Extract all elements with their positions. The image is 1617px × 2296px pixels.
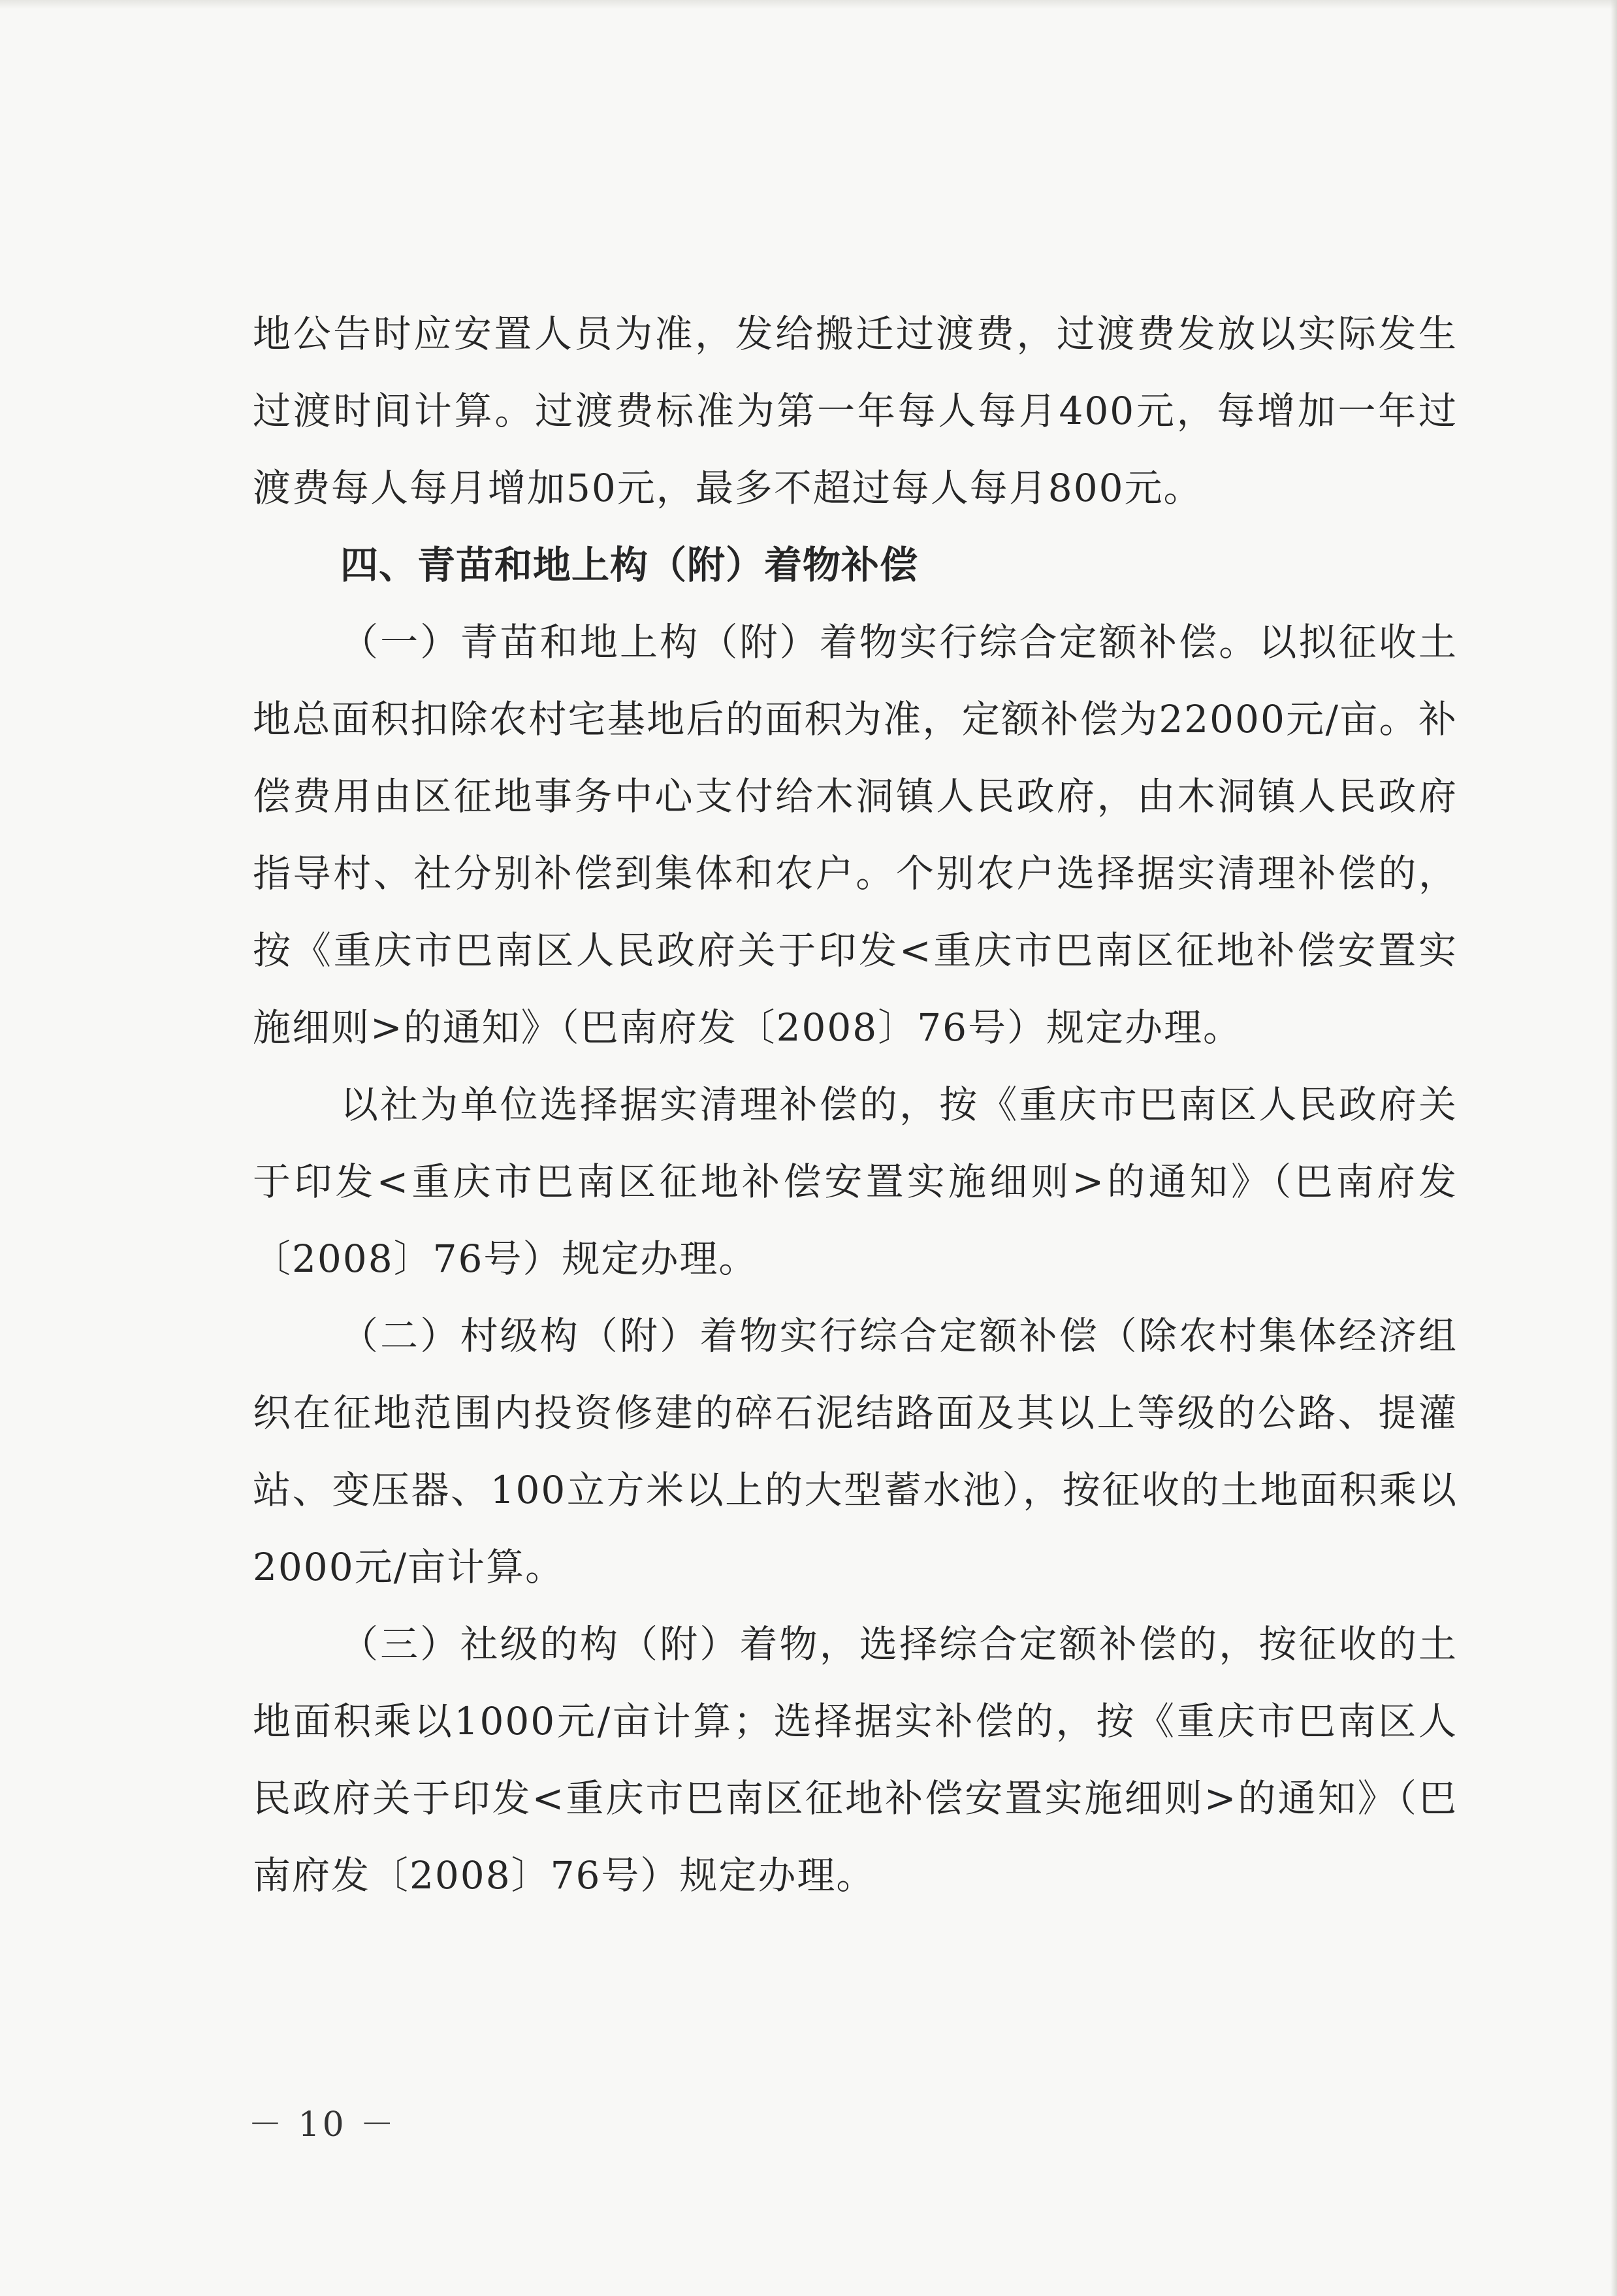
paragraph-item-1: （一）青苗和地上构（附）着物实行综合定额补偿。以拟征收土地总面积扣除农村宅基地后的面积为准，定额补偿为22000元/亩。补偿费用由区征地事务中心支付给木洞镇人民政府，由木洞镇人民政府指导村、社分别补偿到集体和农户。个别农户选择据实清理补偿的，按《重庆市巴南区人民政府关于印发<重庆市巴南区征地补偿安置实施细则>的通知》（巴南府发〔2008〕76号）规定办理。 [253,620,1458,1050]
paragraph-item-3: （三）社级的构（附）着物，选择综合定额补偿的，按征收的土地面积乘以1000元/亩计算；选择据实补偿的，按《重庆市巴南区人民政府关于印发<重庆市巴南区征地补偿安置实施细则>的通知》（巴南府发〔2008〕76号）规定办理。 [253,1622,1458,1898]
document-body [253,295,1458,1914]
paragraph-community-unit: 以社为单位选择据实清理补偿的，按《重庆市巴南区人民政府关于印发<重庆市巴南区征地补偿安置实施细则>的通知》（巴南府发〔2008〕76号）规定办理。 [253,1082,1458,1281]
page-number: － 10 － [248,2105,397,2144]
scan-edge-top [0,0,1617,9]
paragraph-transition-fee: 地公告时应安置人员为准，发给搬迁过渡费，过渡费发放以实际发生过渡时间计算。过渡费标准为第一年每人每月400元，每增加一年过渡费每人每月增加50元，最多不超过每人每月800元。 [253,312,1458,510]
scan-edge-right [1610,0,1617,2296]
paragraph-item-2: （二）村级构（附）着物实行综合定额补偿（除农村集体经济组织在征地范围内投资修建的碎石泥结路面及其以上等级的公路、提灌站、变压器、100立方米以上的大型蓄水池），按征收的土地面积乘以2000元/亩计算。 [253,1314,1458,1589]
section-heading-crop-compensation: 四、青苗和地上构（附）着物补偿 [340,543,919,587]
